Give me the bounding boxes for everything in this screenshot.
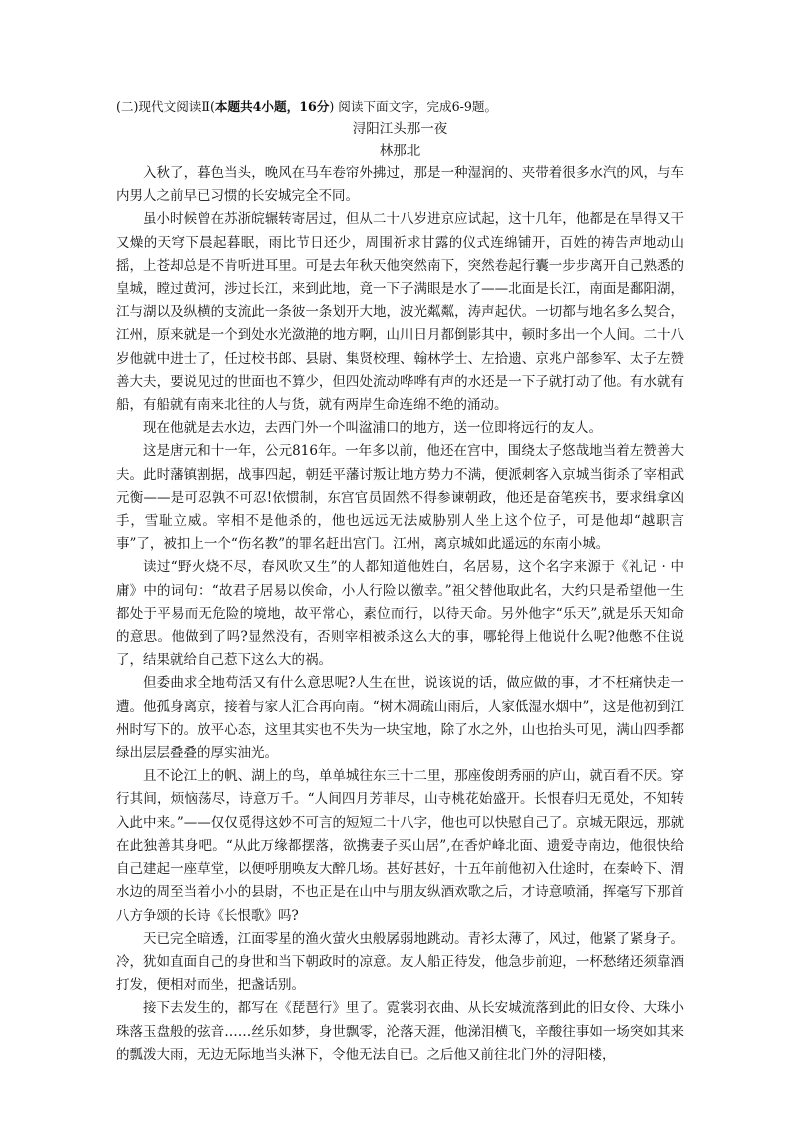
article-page [116, 96, 684, 1067]
paragraph: 读过“野火烧不尽，春风吹又生”的人都知道他姓白，名居易，这个名字来源于《礼记 · 中庸》中的词句：“故君子居易以俟命，小人行险以徼幸。”祖父替他取此名，大约只是希望他一生都处于平易而无危险的境地，故平常心，素位而行，以待天命。另外他字“乐天”,就是乐天知命的意思。他做到了吗?显然没有，否则宰相被杀这么大的事，哪轮得上他说什么呢?他憋不住说了，结果就给自己惹下这么大的祸。 [116, 559, 684, 669]
article-author: 林那北 [379, 143, 421, 159]
header-score: 本题共4小题，16分 [214, 99, 330, 114]
paragraph: 入秋了，暮色当头，晚风在马车卷帘外拂过，那是一种湿润的、夹带着很多水汽的风，与车内男人之前早已习惯的长安城完全不同。 [116, 165, 684, 205]
paragraph: 虽小时候曾在苏浙皖辗转寄居过，但从二十八岁进京应试起，这十几年，他都是在旱得又干又燥的天穹下晨起暮眠，雨比节日还少，周围祈求甘露的仪式连绵铺开，百姓的祷告声地动山摇，上苍却总是不肯听进耳里。可是去年秋天他突然南下，突然卷起行囊一步步离开自己熟悉的皇城，瞠过黄河，涉过长江，来到此地，竟一下子满眼是水了——北面是长江，南面是鄱阳湖，江与湖以及纵横的支流此一条彼一条划开大地，波光粼粼，涛声起伏。一切都与地名多么契合，江州，原来就是一个到处水光潋滟的地方啊，山川日月都倒影其中，顿时多出一个人间。二十八岁他就中进士了，任过校书郎、县尉、集贤校理、翰林学士、左拾遗、京兆户部参军、太子左赞善大夫，要说见过的世面也不算少，但四处流动哗哗有声的水还是一下子就打动了他。有水就有船，有船就有南来北往的人与货，就有两岸生命连绵不绝的涌动。 [116, 211, 684, 414]
section-header [116, 96, 684, 118]
article-title: 浔阳江头那一夜 [352, 121, 448, 137]
paragraph: 且不论江上的帆、湖上的鸟，单单城往东三十二里，那座俊朗秀丽的庐山，就百看不厌。穿行其间，烦恼荡尽，诗意万千。“人间四月芳菲尽，山寺桃花始盛开。长恨春归无觅处，不知转入此中来。”——仅仅觅得这妙不可言的短短二十八字，他也可以快慰自己了。京城无限远，那就在此独善其身吧。“从此万缘都摆落，欲携妻子买山居”,在香炉峰北面、遗爱寺南边，他很快给自己建起一座草堂，以便呼朋唤友大醉几场。甚好甚好，十五年前他初入仕途时，在秦岭下、渭水边的周至当着小小的县尉，不也正是在山中与朋友纵酒欢歌之后，才诗意喷涌，挥毫写下那首八方争颂的长诗《长恨歌》吗? [116, 768, 684, 924]
header-instruction: ) 阅读下面文字，完成6-9题。 [329, 99, 498, 114]
paragraph: 这是唐元和十一年，公元816年。一年多以前，他还在宫中，围绕太子悠哉地当着左赞善大夫。此时藩镇割据，战事四起，朝廷平藩讨叛让地方势力不满，便派刺客入京城当街杀了宰相武元衡——是可忍孰不可忍!依惯制，东宫官员固然不得参谏朝政，他还是奋笔疾书，要求缉拿凶手，雪耻立威。宰相不是他杀的，他也远远无法威胁别人坐上这个位子，可是他却“越职言事”了，被扣上一个“伤名教”的罪名赶出宫门。江州，离京城如此遥远的东南小城。 [116, 443, 684, 553]
paragraph: 现在他就是去水边，去西门外一个叫湓浦口的地方，送一位即将远行的友人。 [143, 420, 602, 437]
paragraph: 但委曲求全地苟活又有什么意思呢?人生在世，说该说的话，做应做的事，才不枉痛快走一遭。他孤身离京，接着与家人汇合再向南。“树木凋疏山雨后，人家低湿水烟中”，这是他初到江州时写下的。放平心态，这里其实也不失为一块宝地，除了水之外，山也抬头可见，满山四季都绿出层层叠叠的厚实油光。 [116, 675, 684, 762]
header-prefix: (二)现代文阅读Ⅱ( [116, 99, 215, 114]
paragraph: 接下去发生的，都写在《琵琶行》里了。霓裳羽衣曲、从长安城流落到此的旧女伶、大珠小珠落玉盘般的弦音……丝乐如梦，身世飘零，沦落天涯，他涕泪横飞，辛酸往事如一场突如其来的瓢泼大雨，无边无际地当头淋下，令他无法自已。之后他又前往北门外的浔阳楼， [116, 1000, 684, 1063]
paragraph: 天已完全暗透，江面零星的渔火萤火虫般孱弱地跳动。青衫太薄了，风过，他紧了紧身子。冷，犹如直面自己的身世和当下朝政时的凉意。友人船正待发，他急步前迎，一杯愁绪还须靠酒打发，便相对而坐，把盏话别。 [116, 930, 684, 994]
